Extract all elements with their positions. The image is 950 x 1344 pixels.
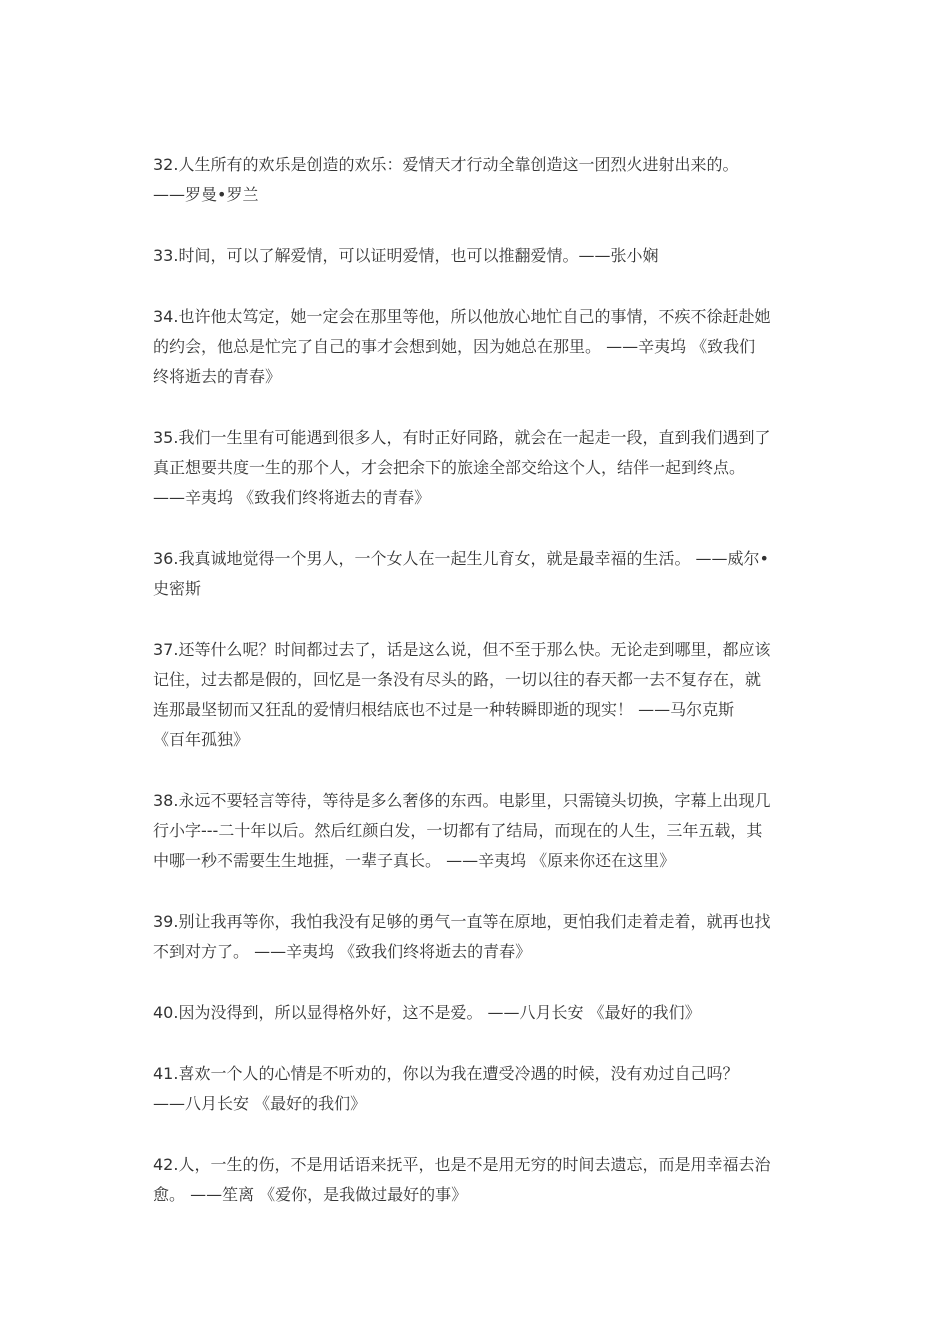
quote-line: 33.时间，可以了解爱情，可以证明爱情，也可以推翻爱情。——张小娴: [153, 246, 659, 265]
quote-line: 32.人生所有的欢乐是创造的欢乐：爱情天才行动全靠创造这一团烈火进射出来的。: [153, 155, 739, 174]
quote-36: [153, 544, 803, 604]
quote-line: 终将逝去的青春》: [153, 367, 282, 386]
quote-line: 真正想要共度一生的那个人，才会把余下的旅途全部交给这个人，结伴一起到终点。: [153, 458, 746, 477]
quote-38: [153, 786, 803, 876]
quote-line: 愈。 ——笙离 《爱你，是我做过最好的事》: [153, 1185, 468, 1204]
quote-line: 38.永远不要轻言等待，等待是多么奢侈的东西。电影里，只需镜头切换，字幕上出现几: [153, 791, 771, 810]
quote-37: [153, 635, 803, 755]
quote-line: 36.我真诚地觉得一个男人，一个女人在一起生儿育女，就是最幸福的生活。 ——威尔•: [153, 549, 769, 568]
quote-line: 37.还等什么呢？时间都过去了，话是这么说，但不至于那么快。无论走到哪里，都应该: [153, 640, 771, 659]
quote-32: [153, 150, 803, 210]
quote-line: 行小字---二十年以后。然后红颜白发，一切都有了结局，而现在的人生，三年五载，其: [153, 821, 763, 840]
quote-42: [153, 1150, 803, 1210]
quote-33: [153, 241, 803, 271]
quote-35: [153, 423, 803, 513]
quote-line: 史密斯: [153, 579, 202, 598]
quote-40: [153, 998, 803, 1028]
quote-39: [153, 907, 803, 967]
quote-line: 连那最坚韧而又狂乱的爱情归根结底也不过是一种转瞬即逝的现实！ ——马尔克斯: [153, 700, 735, 719]
quote-line: 《百年孤独》: [153, 730, 250, 749]
quote-line: 中哪一秒不需要生生地捱，一辈子真长。 ——辛夷坞 《原来你还在这里》: [153, 851, 676, 870]
quote-line: ——辛夷坞 《致我们终将逝去的青春》: [153, 488, 431, 507]
quote-line: 39.别让我再等你，我怕我没有足够的勇气一直等在原地，更怕我们走着走着，就再也找: [153, 912, 771, 931]
quote-line: 记住，过去都是假的，回忆是一条没有尽头的路，一切以往的春天都一去不复存在，就: [153, 670, 762, 689]
quote-line: 34.也许他太笃定，她一定会在那里等他，所以他放心地忙自己的事情，不疾不徐赶赴她: [153, 307, 771, 326]
quote-line: 的约会，他总是忙完了自己的事才会想到她，因为她总在那里。 ——辛夷坞 《致我们: [153, 337, 756, 356]
quote-41: [153, 1059, 803, 1119]
quote-list: [153, 150, 803, 1241]
quote-line: 35.我们一生里有可能遇到很多人，有时正好同路，就会在一起走一段，直到我们遇到了: [153, 428, 771, 447]
quote-line: ——罗曼•罗兰: [153, 185, 259, 204]
quote-line: 不到对方了。 ——辛夷坞 《致我们终将逝去的青春》: [153, 942, 532, 961]
quote-line: 42.人，一生的伤，不是用话语来抚平，也是不是用无穷的时间去遗忘，而是用幸福去治: [153, 1155, 771, 1174]
quote-34: [153, 302, 803, 392]
quote-line: 41.喜欢一个人的心情是不听劝的，你以为我在遭受冷遇的时候，没有劝过自己吗？: [153, 1064, 739, 1083]
quote-line: ——八月长安 《最好的我们》: [153, 1094, 367, 1113]
quote-line: 40.因为没得到，所以显得格外好，这不是爱。 ——八月长安 《最好的我们》: [153, 1003, 701, 1022]
